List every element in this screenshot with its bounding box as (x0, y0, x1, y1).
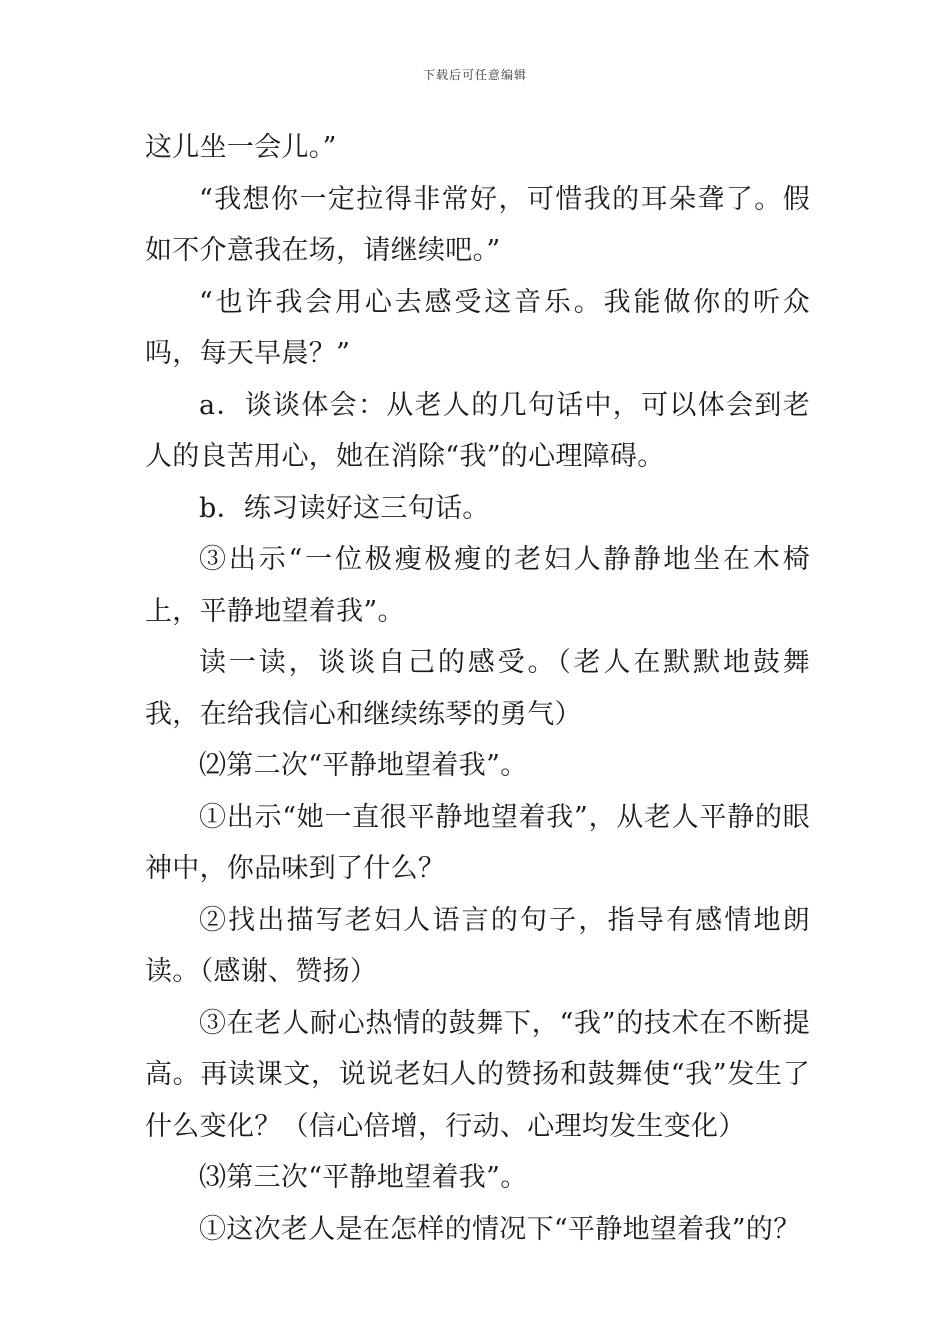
paragraph: ⑵第二次“平静地望着我”。 (199, 750, 528, 781)
paragraph: “也许我会用心去感受这音乐。我能做你的听众吗，每天早晨？” (145, 286, 810, 369)
paragraph: a．谈谈体会：从老人的几句话中，可以体会到老人的良苦用心，她在消除“我”的心理障碍。 (145, 389, 810, 472)
paragraph: b．练习读好这三句话。 (199, 492, 490, 524)
page-header: 下载后可任意编辑 (422, 68, 527, 82)
paragraph: ③在老人耐心热情的鼓舞下，“我”的技术在不断提高。再读课文，说说老妇人的赞扬和鼓舞使“我”发生了什么变化？（信心倍增，行动、心理均发生变化） (145, 1007, 810, 1142)
paragraph: 这儿坐一会儿。” (145, 132, 337, 163)
paragraph: ⑶第三次“平静地望着我”。 (199, 1162, 528, 1193)
paragraph: ③出示“一位极瘦极瘦的老妇人静静地坐在木椅上，平静地望着我”。 (145, 544, 810, 627)
paragraph: ①出示“她一直很平静地望着我”，从老人平静的眼神中，你品味到了什么？ (145, 801, 810, 884)
document-body (145, 122, 810, 1255)
paragraph: “我想你一定拉得非常好，可惜我的耳朵聋了。假如不介意我在场，请继续吧。” (145, 183, 810, 266)
paragraph: ①这次老人是在怎样的情况下“平静地望着我”的？ (199, 1213, 801, 1245)
paragraph: 读一读，谈谈自己的感受。（老人在默默地鼓舞我，在给我信心和继续练琴的勇气） (145, 647, 810, 730)
paragraph: ②找出描写老妇人语言的句子，指导有感情地朗读。（感谢、赞扬） (145, 904, 810, 987)
